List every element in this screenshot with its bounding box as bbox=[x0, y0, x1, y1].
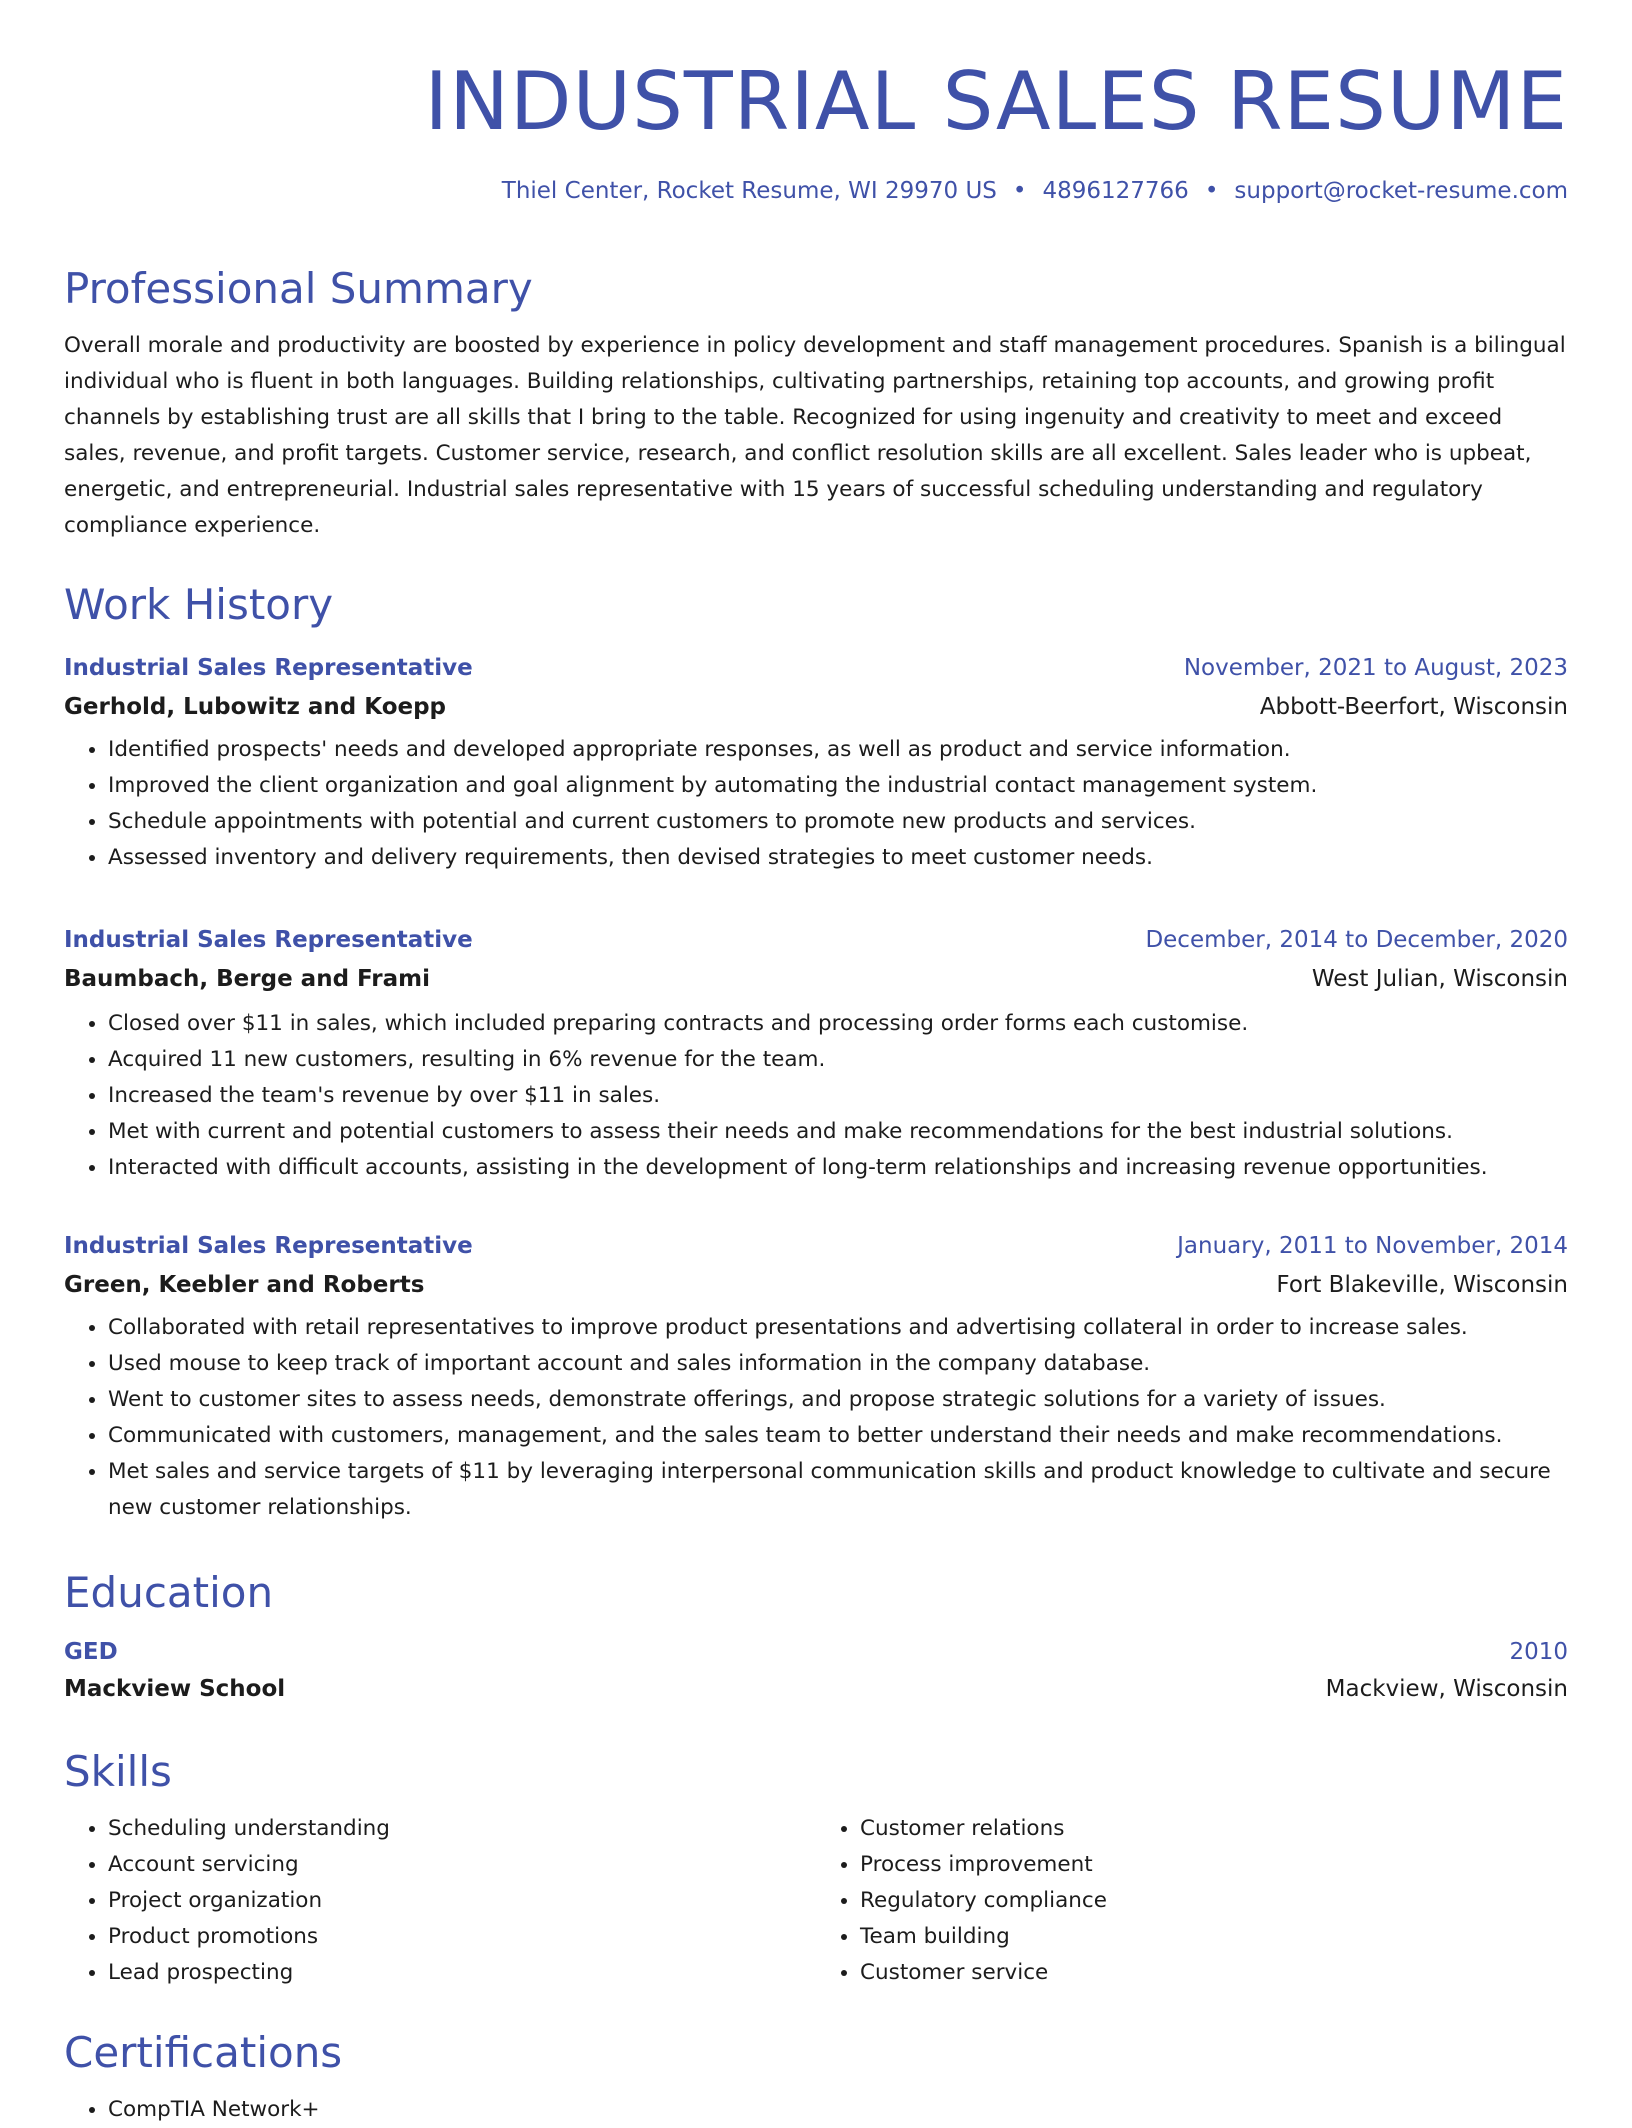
skill-item: • Project organization bbox=[108, 1883, 816, 1919]
job-bullet: • Closed over $11 in sales, which included preparing contracts and processing order forms each customise. bbox=[108, 1006, 1568, 1042]
skill-item: • Customer service bbox=[860, 1955, 1568, 1991]
job-entry bbox=[64, 1231, 1568, 1526]
skill-item: • Scheduling understanding bbox=[108, 1811, 816, 1847]
skill-item: • Customer relations bbox=[860, 1811, 1568, 1847]
work-heading: Work History bbox=[64, 580, 334, 629]
work-section bbox=[64, 578, 1568, 632]
job-location: Fort Blakeville, Wisconsin bbox=[1276, 1272, 1568, 1298]
job-location: Abbott-Beerfort, Wisconsin bbox=[1259, 694, 1568, 720]
job-title: Industrial Sales Representative bbox=[64, 1233, 473, 1259]
job-title: Industrial Sales Representative bbox=[64, 927, 473, 953]
job-bullets bbox=[64, 732, 1568, 876]
job-dates: December, 2014 to December, 2020 bbox=[1145, 927, 1568, 953]
job-company: Baumbach, Berge and Frami bbox=[64, 966, 430, 992]
job-bullet: • Communicated with customers, management, and the sales team to better understand their needs and make recommendations. bbox=[108, 1418, 1568, 1454]
contact-line bbox=[64, 176, 1568, 206]
job-bullets bbox=[64, 1006, 1568, 1186]
job-bullet: • Interacted with difficult accounts, assisting in the development of long-term relationships and increasing revenue opportunities. bbox=[108, 1150, 1568, 1186]
contact-phone: 4896127766 bbox=[1042, 178, 1189, 204]
certifications-list bbox=[64, 2092, 1568, 2128]
skills-section bbox=[64, 1745, 1568, 1991]
job-bullet: • Went to customer sites to assess needs, demonstrate offerings, and propose strategic solutions for a variety of issues. bbox=[108, 1382, 1568, 1418]
job-dates: November, 2021 to August, 2023 bbox=[1183, 655, 1568, 681]
skill-item: • Team building bbox=[860, 1919, 1568, 1955]
job-dates: January, 2011 to November, 2014 bbox=[1177, 1233, 1568, 1259]
summary-heading: Professional Summary bbox=[64, 264, 533, 313]
skills-list-right bbox=[816, 1811, 1568, 1991]
contact-address: Thiel Center, Rocket Resume, WI 29970 US bbox=[501, 178, 997, 204]
summary-section bbox=[64, 262, 1568, 544]
summary-text: Overall morale and productivity are boosted by experience in policy development and staff management procedures. Spanish is a bilingual individual who is fluent in both languages. Building relationships, cultivating partnerships, retaining top accounts, and growing profit channels by establishing trust are all skills that I bring to the table. Recognized for using ingenuity and creativity to meet and exceed sales, revenue, and profit targets. Customer service, research, and conflict resolution skills are all excellent. Sales leader who is upbeat, energetic, and entrepreneurial. Industrial sales representative with 15 years of successful scheduling understanding and regulatory compliance experience. bbox=[64, 333, 1566, 538]
resume-header bbox=[64, 52, 1568, 206]
certifications-section bbox=[64, 2026, 1568, 2128]
skills-list-left bbox=[64, 1811, 816, 1991]
job-bullet: • Collaborated with retail representatives to improve product presentations and advertising collateral in order to increase sales. bbox=[108, 1310, 1568, 1346]
skill-item: • Regulatory compliance bbox=[860, 1883, 1568, 1919]
job-bullet: • Schedule appointments with potential and current customers to promote new products and services. bbox=[108, 804, 1568, 840]
resume-title: INDUSTRIAL SALES RESUME bbox=[424, 55, 1568, 148]
education-section bbox=[64, 1566, 1568, 1704]
job-bullet: • Assessed inventory and delivery requirements, then devised strategies to meet customer needs. bbox=[108, 840, 1568, 876]
job-location: West Julian, Wisconsin bbox=[1311, 966, 1568, 992]
education-location: Mackview, Wisconsin bbox=[1325, 1676, 1568, 1702]
job-company: Green, Keebler and Roberts bbox=[64, 1272, 425, 1298]
skills-columns bbox=[64, 1811, 1568, 1991]
skill-item: • Process improvement bbox=[860, 1847, 1568, 1883]
certifications-heading: Certifications bbox=[64, 2028, 343, 2077]
skill-item: • Account servicing bbox=[108, 1847, 816, 1883]
job-bullet: • Increased the team's revenue by over $11 in sales. bbox=[108, 1078, 1568, 1114]
job-bullet: • Met with current and potential customers to assess their needs and make recommendations for the best industrial solutions. bbox=[108, 1114, 1568, 1150]
contact-email: support@rocket-resume.com bbox=[1234, 178, 1568, 204]
job-bullets bbox=[64, 1310, 1568, 1526]
job-entry bbox=[64, 653, 1568, 876]
education-year: 2010 bbox=[1509, 1639, 1568, 1665]
skills-heading: Skills bbox=[64, 1747, 172, 1796]
job-company: Gerhold, Lubowitz and Koepp bbox=[64, 694, 447, 720]
job-entry bbox=[64, 925, 1568, 1186]
job-bullet: • Improved the client organization and goal alignment by automating the industrial contact management system. bbox=[108, 768, 1568, 804]
job-bullet: • Used mouse to keep track of important account and sales information in the company database. bbox=[108, 1346, 1568, 1382]
certification-item: • CompTIA Network+ bbox=[108, 2092, 1568, 2128]
education-heading: Education bbox=[64, 1568, 274, 1617]
job-title: Industrial Sales Representative bbox=[64, 655, 473, 681]
job-bullet: • Acquired 11 new customers, resulting in 6% revenue for the team. bbox=[108, 1042, 1568, 1078]
job-bullet: • Met sales and service targets of $11 by leveraging interpersonal communication skills and product knowledge to cultivate and secure new customer relationships. bbox=[108, 1454, 1568, 1526]
contact-separator: • bbox=[1204, 178, 1219, 204]
skill-item: • Lead prospecting bbox=[108, 1955, 816, 1991]
education-school: Mackview School bbox=[64, 1676, 286, 1702]
job-bullet: • Identified prospects' needs and developed appropriate responses, as well as product and service information. bbox=[108, 732, 1568, 768]
education-degree: GED bbox=[64, 1639, 118, 1665]
skill-item: • Product promotions bbox=[108, 1919, 816, 1955]
contact-separator: • bbox=[1012, 178, 1027, 204]
